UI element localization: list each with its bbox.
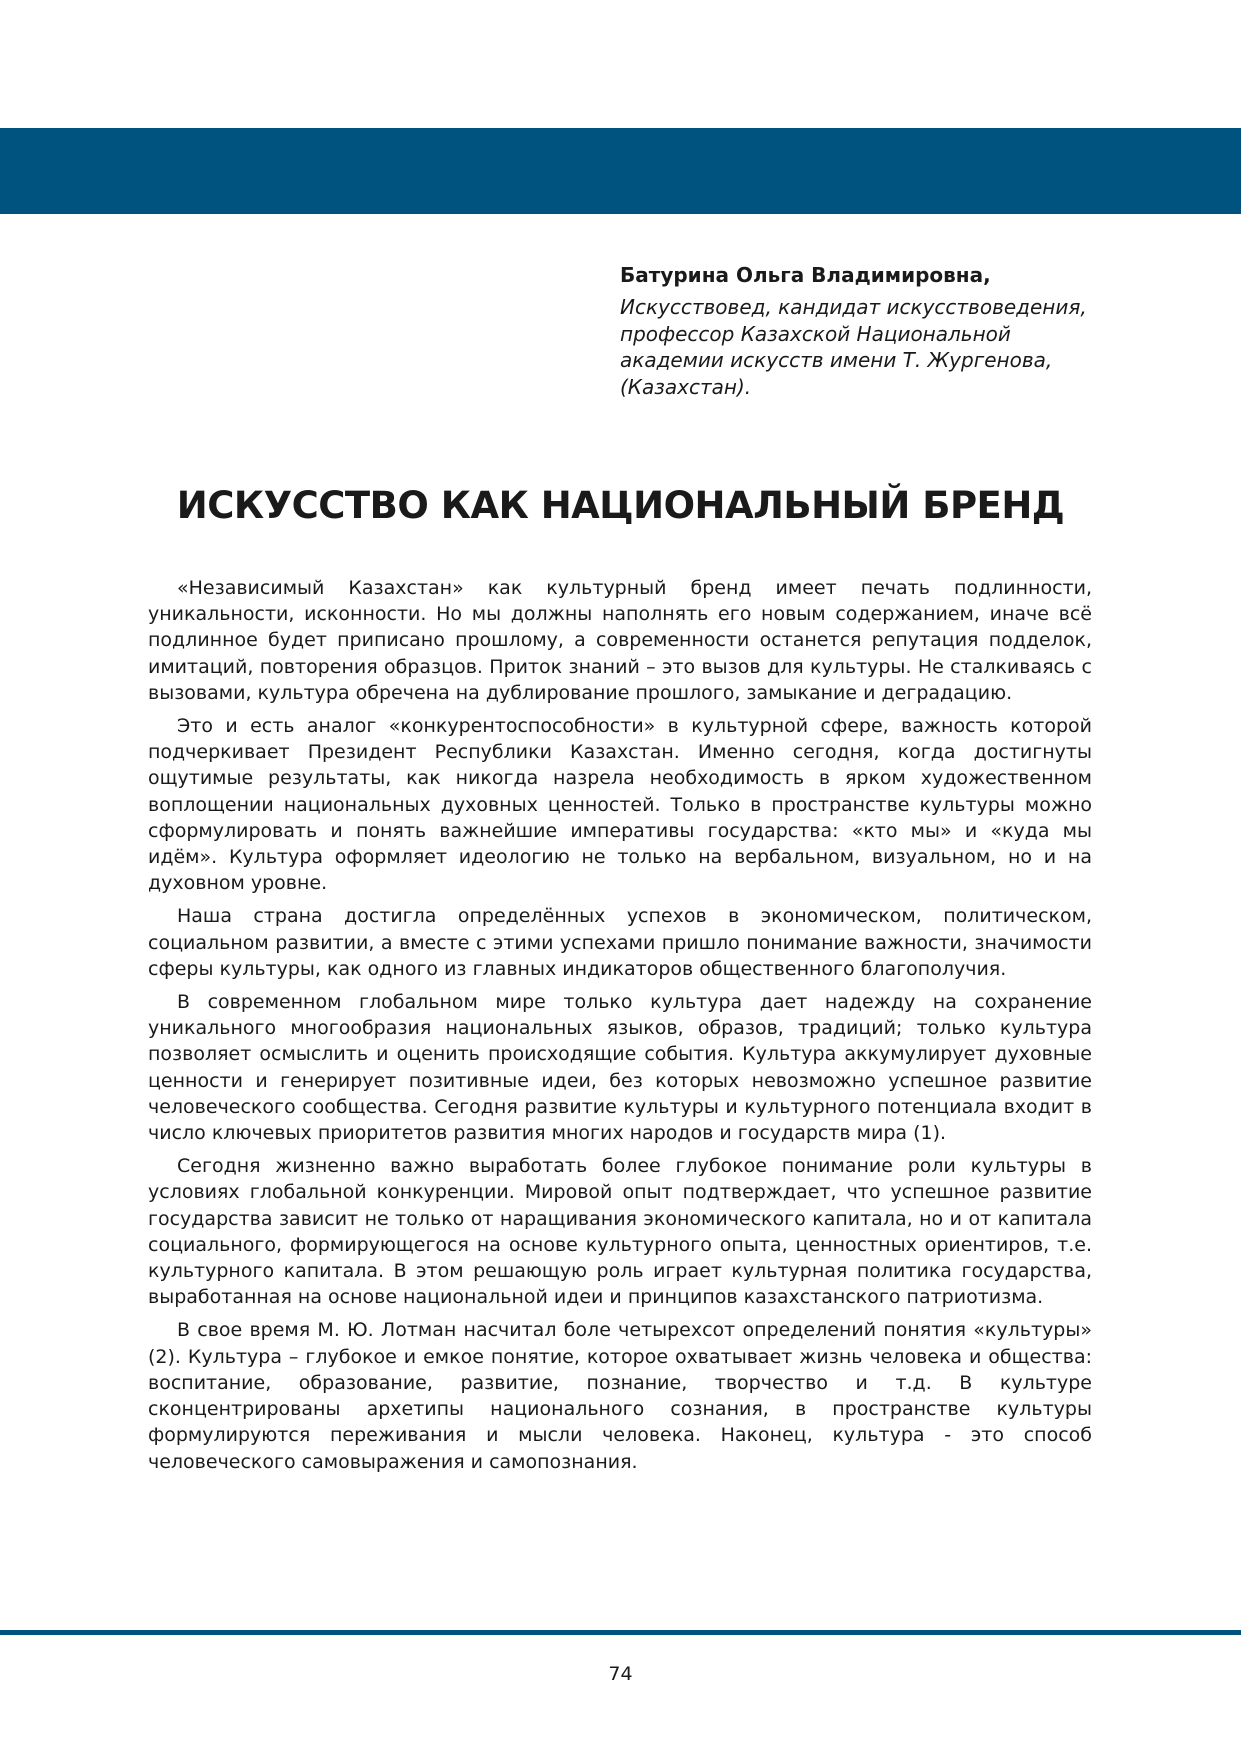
author-name: Батурина Ольга Владимировна, <box>620 263 991 287</box>
paragraph-5: Сегодня жизненно важно выработать более глубокое понимание роли культуры в условиях глобальной конкуренции. Мировой опыт подтверждает, что успешное развитие государства зависит не только от наращивания экономического капитала, но и от капитала социального, формирующегося на основе культурного опыта, ценностных ориентиров, т.е. культурного капитала. В этом решающую роль играет культурная политика государства, выработанная на основе национальной идеи и принципов казахстанского патриотизма. <box>148 1155 1092 1309</box>
footer-rule <box>0 1630 1241 1635</box>
paragraph-6: В свое время М. Ю. Лотман насчитал боле четырехсот определений понятия «культуры» (2). Культура – глубокое и емкое понятие, которое охватывает жизнь человека и общества: воспитание, образование, развитие, познание, творчество и т.д. В культуре сконцентрированы архетипы национального сознания, в пространстве культуры формулируются переживания и мысли человека. Наконец, культура - это способ человеческого самовыражения и самопознания. <box>148 1319 1092 1473</box>
header-band <box>0 128 1241 214</box>
paragraph-1: «Независимый Казахстан» как культурный бренд имеет печать подлинности, уникальности, исконности. Но мы должны наполнять его новым содержанием, иначе всё подлинное будет приписано прошлому, а современности останется репутация подделок, имитаций, повторения образцов. Приток знаний – это вызов для культуры. Не сталкиваясь с вызовами, культура обречена на дублирование прошлого, замыкание и деградацию. <box>148 577 1092 704</box>
paragraph-2: Это и есть аналог «конкурентоспособности» в культурной сфере, важность которой подчеркивает Президент Республики Казахстан. Именно сегодня, когда достигнуты ощутимые результаты, как никогда назрела необходимость в ярком художественном воплощении национальных духовных ценностей. Только в пространстве культуры можно сформулировать и понять важнейшие императивы государства: «кто мы» и «куда мы идём». Культура оформляет идеологию не только на вербальном, визуальном, но и на духовном уровне. <box>148 715 1092 895</box>
author-description: Искусствовед, кандидат искусствоведения, профессор Казахской Национальной академии искусств имени Т. Жургенова, (Казахстан). <box>620 295 1087 399</box>
article-title: ИСКУССТВО КАК НАЦИОНАЛЬНЫЙ БРЕНД <box>176 484 1065 527</box>
article-body <box>148 575 1092 1482</box>
page-number: 74 <box>608 1663 633 1685</box>
paragraph-3: Наша страна достигла определённых успехов в экономическом, политическом, социальном развитии, а вместе с этими успехами пришло понимание важности, значимости сферы культуры, как одного из главных индикаторов общественного благополучия. <box>148 905 1092 980</box>
author-block <box>620 262 1140 400</box>
paragraph-4: В современном глобальном мире только культура дает надежду на сохранение уникального многообразия национальных языков, образов, традиций; только культура позволяет осмыслить и оценить происходящие события. Культура аккумулирует духовные ценности и генерирует позитивные идеи, без которых невозможно успешное развитие человеческого сообщества. Сегодня развитие культуры и культурного потенциала входит в число ключевых приоритетов развития многих народов и государств мира (1). <box>148 991 1092 1145</box>
